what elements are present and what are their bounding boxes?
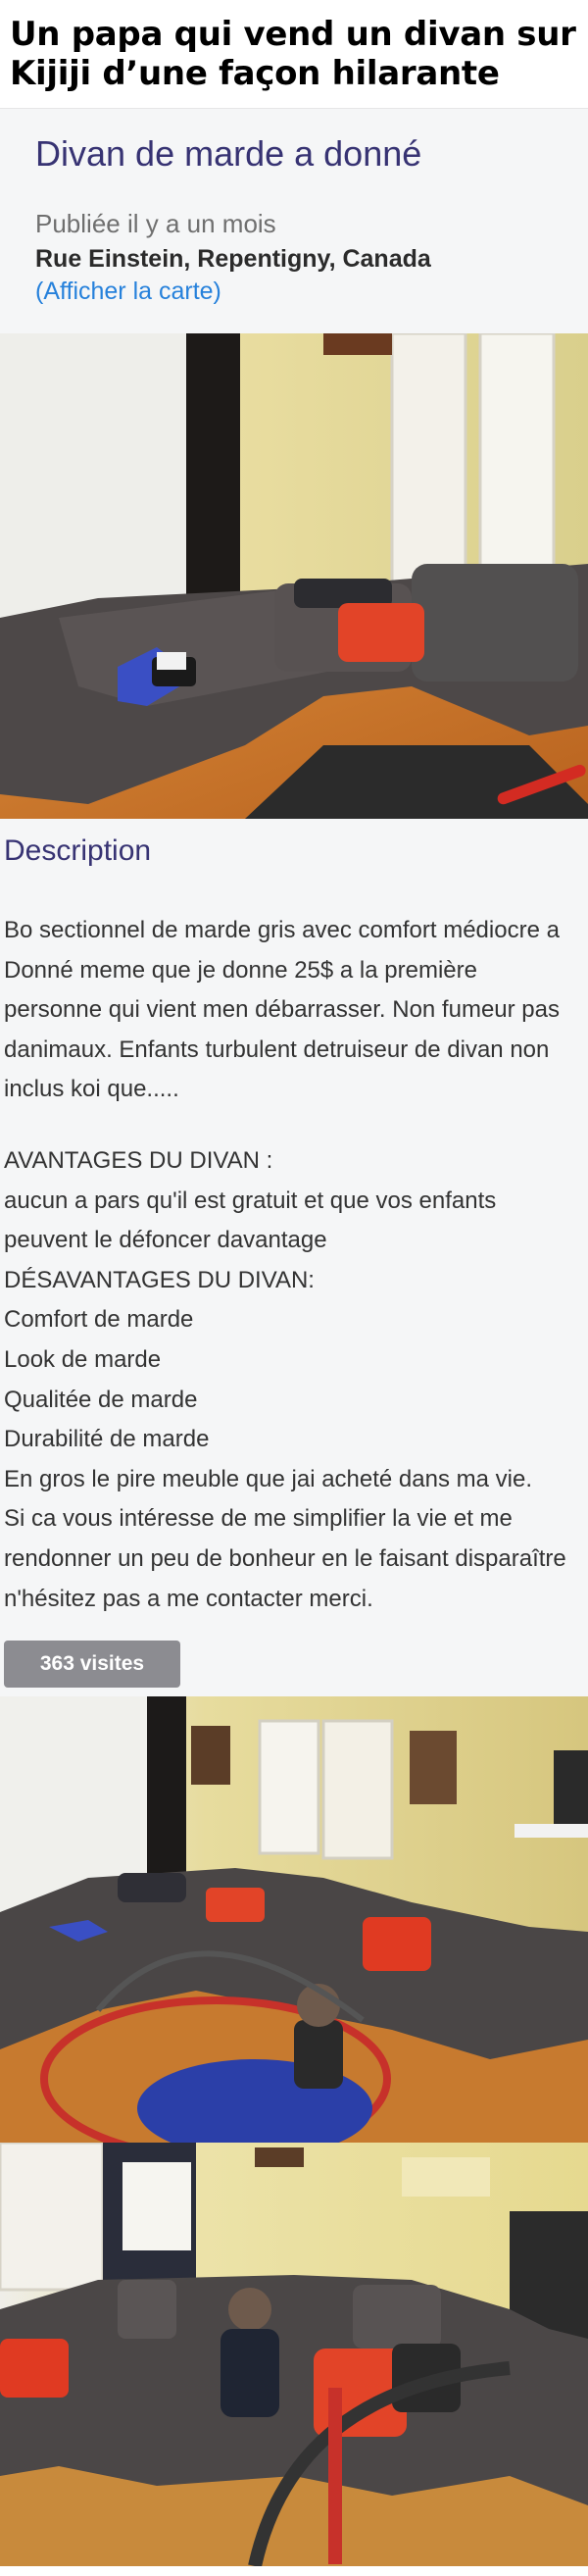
description-line: rendonner un peu de bonheur en le faisant disparaître	[4, 1544, 566, 1572]
couch-photo-2	[0, 1696, 588, 2143]
listing-photo-1[interactable]	[0, 333, 588, 819]
description-line: peuvent le défoncer davantage	[4, 1227, 327, 1254]
listing-photo-2[interactable]	[0, 1696, 588, 2143]
meme-title-line-1: Un papa qui vend un divan sur	[10, 15, 576, 54]
visits-badge: 363 visites	[4, 1641, 180, 1688]
description-line: Look de marde	[4, 1345, 162, 1373]
show-map-link[interactable]: (Afficher la carte)	[35, 278, 221, 305]
meme-caption	[0, 0, 588, 108]
description-line: Si ca vous intéresse de me simplifier la vie et me	[4, 1505, 513, 1533]
description-line: inclus koi que.....	[4, 1076, 179, 1103]
description-line: n'hésitez pas a me contacter merci.	[4, 1585, 373, 1612]
listing-header	[0, 108, 588, 333]
couch-photo-3	[0, 2143, 588, 2566]
description-line: Donné meme que je donne 25$ a la première	[4, 956, 477, 984]
listing-photo-3[interactable]	[0, 2143, 588, 2566]
description-line: AVANTAGES DU DIVAN :	[4, 1146, 273, 1174]
description-line: Bo sectionnel de marde gris avec comfort médiocre a	[4, 917, 560, 943]
description-line: Qualitée de marde	[4, 1386, 198, 1413]
listing-title: Divan de marde a donné	[35, 133, 422, 174]
description-line: En gros le pire meuble que jai acheté dans ma vie.	[4, 1465, 532, 1492]
description-line: Durabilité de marde	[4, 1426, 210, 1453]
description-line: personne qui vient men débarrasser. Non fumeur pas	[4, 996, 560, 1024]
description-line: aucun a pars qu'il est gratuit et que vos enfants	[4, 1187, 497, 1214]
meme-title	[10, 15, 576, 93]
description-line: danimaux. Enfants turbulent detruiseur de divan non	[4, 1035, 550, 1063]
description-line: DÉSAVANTAGES DU DIVAN:	[4, 1266, 315, 1293]
posted-date: Publiée il y a un mois	[35, 209, 276, 238]
couch-photo-1	[0, 333, 588, 819]
description-heading: Description	[4, 834, 152, 867]
description-paragraph-2	[4, 1141, 584, 1619]
meme-title-line-2: Kijiji d’une façon hilarante	[10, 54, 500, 93]
listing-address: Rue Einstein, Repentigny, Canada	[35, 245, 431, 273]
description-line: Comfort de marde	[4, 1306, 194, 1334]
description-section	[0, 819, 588, 1696]
description-paragraph-1	[4, 911, 584, 1110]
